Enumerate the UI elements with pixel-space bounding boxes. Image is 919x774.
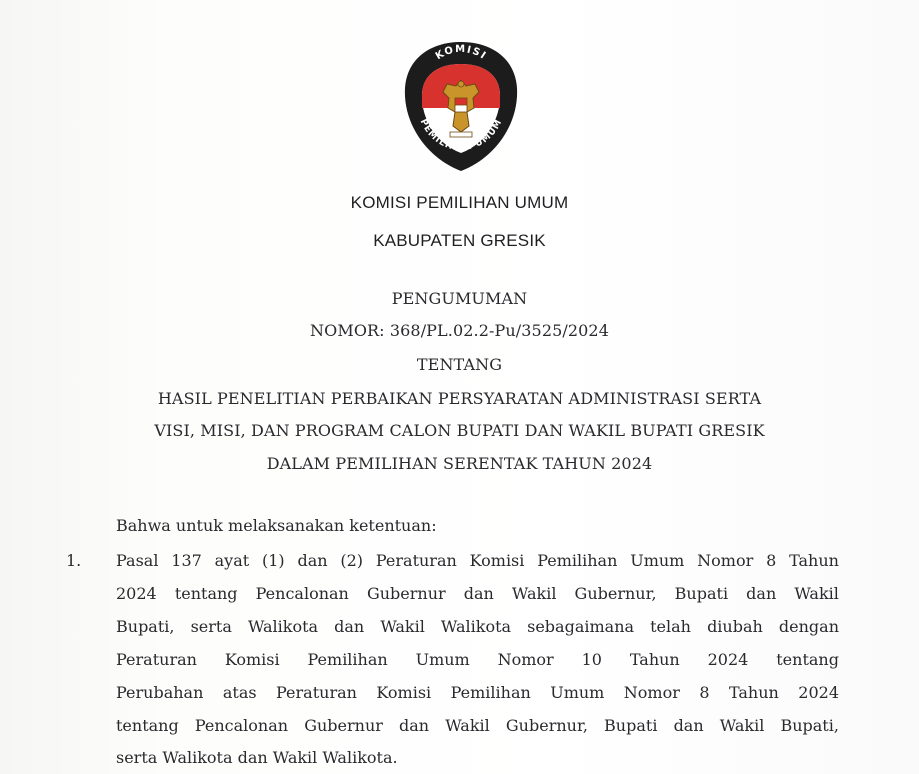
- word: Komisi: [469, 551, 525, 570]
- word: dan: [297, 551, 328, 570]
- paragraph-line: [116, 683, 839, 702]
- word: Gubernur: [366, 584, 446, 603]
- word: Komisi: [224, 650, 280, 669]
- word: Tahun: [728, 683, 779, 702]
- word: Tahun: [629, 650, 680, 669]
- word: atas: [222, 683, 257, 702]
- word: serta: [190, 617, 232, 636]
- word: telah: [650, 617, 691, 636]
- paragraph-line: [116, 716, 839, 735]
- word: 2024: [707, 650, 749, 669]
- org-name: KOMISI PEMILIHAN UMUM: [350, 193, 569, 212]
- word: Wakil: [511, 584, 557, 603]
- word: Walikota: [247, 617, 319, 636]
- word: Gubernur,: [505, 716, 588, 735]
- word: Walikota: [440, 617, 512, 636]
- word: Wakil: [445, 716, 490, 735]
- word: Nomor: [623, 683, 680, 702]
- word: Gubernur: [304, 716, 383, 735]
- word: Pasal: [116, 551, 159, 570]
- word: Nomor: [697, 551, 754, 570]
- word: dengan: [778, 617, 839, 636]
- word: Peraturan: [116, 650, 197, 669]
- org-region: KABUPATEN GRESIK: [373, 231, 546, 250]
- word: 137: [171, 551, 202, 570]
- word: 8: [699, 683, 710, 702]
- word: (2): [340, 551, 364, 570]
- word: Wakil: [719, 716, 765, 735]
- list-item-number: 1.: [66, 551, 82, 570]
- word: Umum: [550, 683, 605, 702]
- word: Umum: [415, 650, 470, 669]
- word: Umum: [630, 551, 685, 570]
- subject-line-1: HASIL PENELITIAN PERBAIKAN PERSYARATAN ADMINISTRASI SERTA: [157, 389, 762, 408]
- paragraph-line: serta Walikota dan Wakil Walikota.: [116, 748, 398, 767]
- word: dan: [463, 584, 494, 603]
- word: 2024: [798, 683, 839, 702]
- logo-bottom-text: PEMILIHAN UMUM: [417, 117, 505, 154]
- word: Gubernur,: [574, 584, 657, 603]
- document-about: TENTANG: [416, 355, 503, 374]
- intro-text: Bahwa untuk melaksanakan ketentuan:: [116, 516, 437, 535]
- word: Bupati: [674, 584, 729, 603]
- word: 8: [766, 551, 777, 570]
- word: Pemilihan: [450, 683, 531, 702]
- word: Komisi: [376, 683, 432, 702]
- word: Pemilihan: [537, 551, 618, 570]
- document-type: PENGUMUMAN: [391, 289, 528, 308]
- word: Pemilihan: [307, 650, 388, 669]
- kpu-logo: [403, 40, 519, 173]
- subject-line-3: DALAM PEMILIHAN SERENTAK TAHUN 2024: [266, 454, 653, 473]
- paragraph-line: [116, 617, 839, 636]
- word: dan: [334, 617, 365, 636]
- paragraph-line: [116, 551, 839, 570]
- word: Pencalonan: [194, 716, 289, 735]
- word: tentang: [174, 584, 238, 603]
- word: ayat: [214, 551, 250, 570]
- word: Perubahan: [116, 683, 204, 702]
- word: 2024: [116, 584, 157, 603]
- paragraph-line: [116, 650, 839, 669]
- word: Tahun: [789, 551, 839, 570]
- paragraph-line: [116, 584, 839, 603]
- word: dan: [746, 584, 777, 603]
- word: (1): [261, 551, 285, 570]
- word: Wakil: [794, 584, 839, 603]
- word: Bupati,: [780, 716, 839, 735]
- word: Wakil: [380, 617, 425, 636]
- word: dan: [673, 716, 704, 735]
- word: tentang: [116, 716, 179, 735]
- word: Pencalonan: [255, 584, 349, 603]
- word: Peraturan: [375, 551, 457, 570]
- word: Nomor: [497, 650, 554, 669]
- word: Bupati: [604, 716, 658, 735]
- word: Bupati,: [116, 617, 175, 636]
- word: sebagaimana: [527, 617, 635, 636]
- word: diubah: [707, 617, 763, 636]
- word: Peraturan: [276, 683, 357, 702]
- logo-top-text: KOMISI: [433, 43, 489, 63]
- document-number: NOMOR: 368/PL.02.2-Pu/3525/2024: [310, 321, 609, 340]
- word: dan: [399, 716, 430, 735]
- subject-line-2: VISI, MISI, DAN PROGRAM CALON BUPATI DAN WAKIL BUPATI GRESIK: [154, 421, 765, 440]
- word: tentang: [776, 650, 839, 669]
- word: 10: [581, 650, 602, 669]
